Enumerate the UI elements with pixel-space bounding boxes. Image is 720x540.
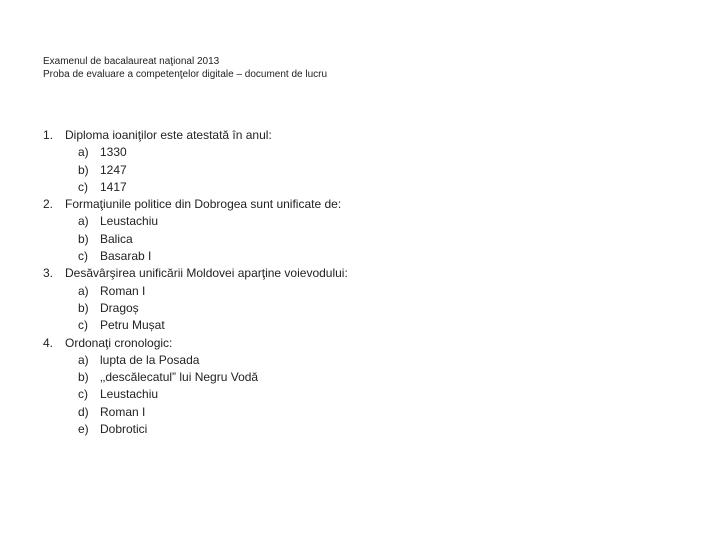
option-item bbox=[78, 144, 348, 161]
question-3 bbox=[43, 265, 348, 334]
option-text: Roman I bbox=[100, 404, 146, 419]
option-item bbox=[78, 179, 348, 196]
option-text: ‚‚descălecatul” lui Negru Vodă bbox=[100, 370, 259, 385]
header-line-exam: Examenul de bacalaureat naţional 2013 bbox=[43, 56, 220, 67]
option-text: 1247 bbox=[100, 162, 127, 177]
option-text: Basarab I bbox=[100, 249, 152, 264]
question-number: 1. bbox=[43, 128, 54, 142]
option-letter: c) bbox=[78, 179, 88, 194]
option-letter: b) bbox=[78, 300, 89, 315]
option-list bbox=[78, 283, 348, 335]
option-text: lupta de la Posada bbox=[100, 352, 200, 367]
option-item bbox=[78, 404, 348, 421]
option-item bbox=[78, 369, 348, 386]
option-text: Roman I bbox=[100, 283, 146, 298]
option-letter: c) bbox=[78, 387, 88, 402]
option-item bbox=[78, 300, 348, 317]
option-item bbox=[78, 248, 348, 265]
question-number: 4. bbox=[43, 335, 54, 350]
option-letter: a) bbox=[78, 352, 89, 367]
question-2 bbox=[43, 196, 348, 265]
question-text: Desăvârşirea unificării Moldovei aparţine voievodului: bbox=[65, 266, 348, 281]
option-letter: a) bbox=[78, 214, 89, 229]
option-item bbox=[78, 213, 348, 230]
option-text: Dobrotici bbox=[100, 422, 148, 437]
question-text: Formaţiunile politice din Dobrogea sunt unificate de: bbox=[65, 197, 342, 212]
option-text: 1417 bbox=[100, 179, 127, 194]
option-list bbox=[78, 213, 348, 265]
option-text: 1330 bbox=[100, 145, 127, 160]
option-list bbox=[78, 144, 348, 196]
option-text: Balica bbox=[100, 231, 133, 246]
option-letter: b) bbox=[78, 231, 89, 246]
question-1 bbox=[43, 127, 348, 196]
option-letter: b) bbox=[78, 370, 89, 385]
question-number: 3. bbox=[43, 266, 54, 281]
option-letter: d) bbox=[78, 404, 89, 419]
option-item bbox=[78, 231, 348, 248]
option-text: Petru Mușat bbox=[100, 318, 165, 333]
option-list bbox=[78, 352, 348, 438]
question-number: 2. bbox=[43, 197, 54, 212]
header-line-subtitle: Proba de evaluare a competenţelor digitale – document de lucru bbox=[43, 69, 328, 80]
option-item bbox=[78, 317, 348, 334]
option-item bbox=[78, 162, 348, 179]
option-letter: e) bbox=[78, 422, 89, 437]
option-letter: c) bbox=[78, 318, 88, 333]
question-text: Ordonaţi cronologic: bbox=[65, 335, 173, 350]
option-item bbox=[78, 352, 348, 369]
option-letter: a) bbox=[78, 283, 89, 298]
option-letter: b) bbox=[78, 162, 89, 177]
option-item bbox=[78, 283, 348, 300]
option-letter: c) bbox=[78, 249, 88, 264]
question-list bbox=[43, 127, 348, 438]
option-text: Leustachiu bbox=[100, 214, 159, 229]
question-text: Diploma ioaniţilor este atestată în anul: bbox=[65, 128, 272, 142]
option-item bbox=[78, 386, 348, 403]
option-letter: a) bbox=[78, 145, 89, 160]
option-text: Dragoș bbox=[100, 300, 139, 315]
question-4 bbox=[43, 335, 348, 439]
document-header bbox=[43, 55, 327, 81]
option-item bbox=[78, 421, 348, 438]
option-text: Leustachiu bbox=[100, 387, 159, 402]
